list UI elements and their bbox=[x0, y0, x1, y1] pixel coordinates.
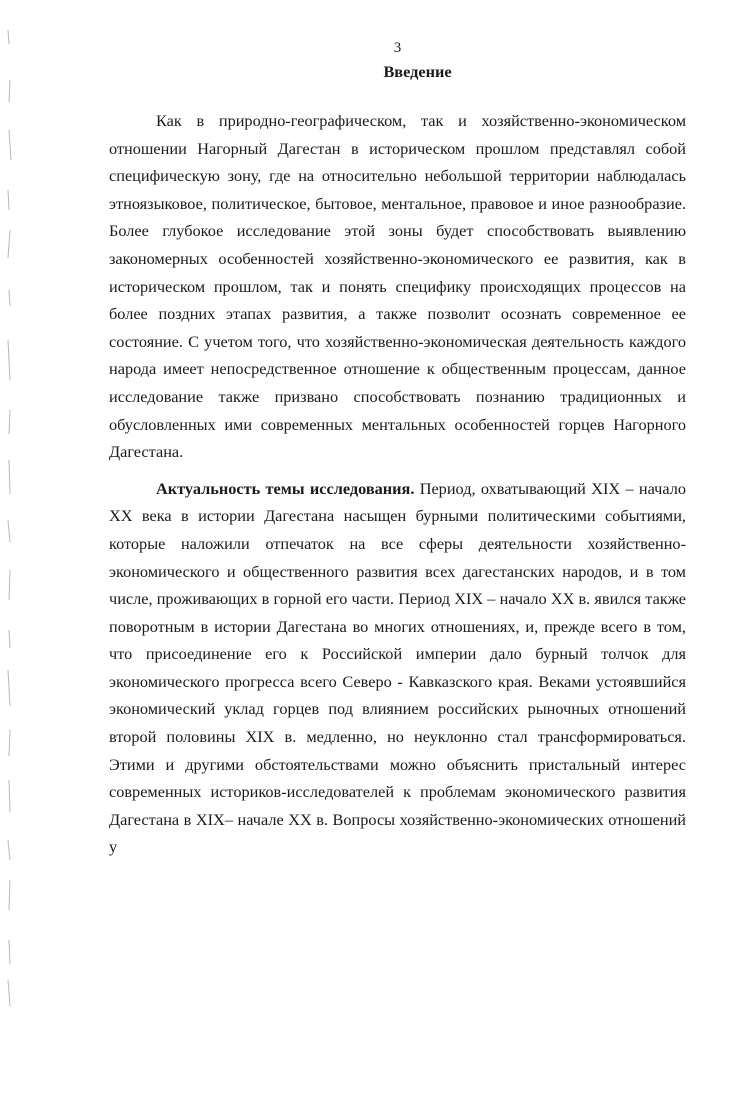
paragraph-relevance-lead: Актуальность темы исследования. bbox=[156, 478, 415, 498]
paragraph-relevance bbox=[109, 475, 686, 861]
scan-edge-marks bbox=[4, 20, 16, 1020]
page-content bbox=[109, 38, 686, 861]
page-number: 3 bbox=[393, 40, 402, 56]
section-heading: Введение bbox=[383, 62, 452, 81]
paragraph-relevance-text: Период, охватывающий XIX – начало XX века в истории Дагестана насыщен бурными политическими событиями, которые наложили отпечаток на все сферы деятельности хозяйственно-экономического и общественного развития всех дагестанских народов, и в том числе, проживающих в горной его части. Период XIX – начало XX в. явился также поворотным в истории Дагестана во многих отношениях, и, прежде всего в том, что присоединение его к Российской империи дало бурный толчок для экономического прогресса всего Северо - Кавказского края. Веками устоявшийся экономический уклад горцев под влиянием российских рыночных отношений второй половины XIX в. медленно, но неуклонно стал трансформироваться. Этими и другими обстоятельствами можно объяснить пристальный интерес современных историков-исследователей к проблемам экономического развития Дагестана в XIX– начале XX в. Вопросы хозяйственно-экономических отношений у bbox=[109, 478, 686, 857]
paragraph-intro bbox=[109, 107, 686, 466]
paragraph-intro-text: Как в природно-географическом, так и хозяйственно-экономическом отношении Нагорный Дагестан в историческом прошлом представлял собой специфическую зону, где на относительно небольшой территории наблюдалась этноязыковое, политическое, бытовое, ментальное, правовое и иное разнообразие. Более глубокое исследование этой зоны будет способствовать выявлению закономерных особенностей хозяйственно-экономического ее развития, как в историческом прошлом, так и понять специфику происходящих процессов на более поздних этапах развития, а также позволит осознать современное ее состояние. С учетом того, что хозяйственно-экономическая деятельность каждого народа имеет непосредственное отношение к общественным процессам, данное исследование также призвано способствовать познанию традиционных и обусловленных ими современных ментальных особенностей горцев Нагорного Дагестана. bbox=[109, 111, 686, 462]
